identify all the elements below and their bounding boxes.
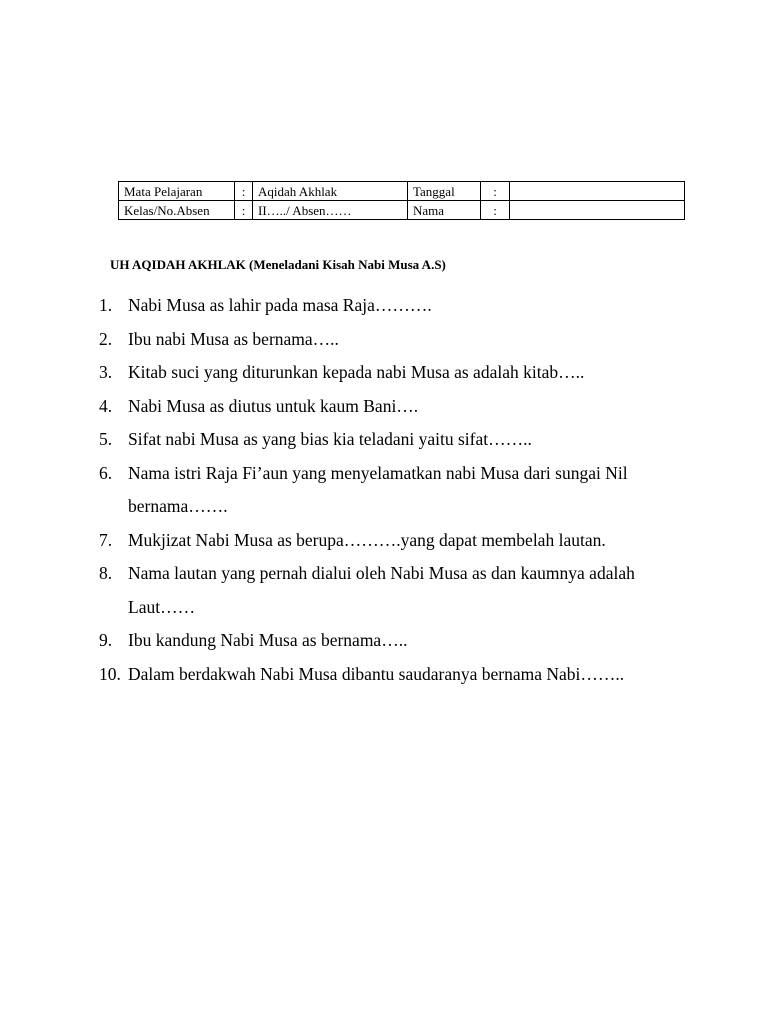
question-item — [99, 323, 659, 357]
value-name-field[interactable] — [510, 201, 685, 220]
colon-separator: : — [235, 201, 253, 220]
question-text: Nama lautan yang pernah dialui oleh Nabi Musa as dan kaumnya adalah Laut…… — [128, 563, 635, 617]
question-number: 5. — [99, 429, 113, 449]
question-text: Nabi Musa as lahir pada masa Raja………. — [128, 295, 432, 315]
question-number: 2. — [99, 328, 113, 349]
question-item — [99, 457, 659, 524]
colon-separator: : — [481, 182, 510, 201]
header-row-class — [119, 201, 685, 220]
value-class-number: II…../ Absen…… — [253, 201, 408, 220]
question-text: Ibu nabi Musa as bernama….. — [128, 328, 339, 349]
value-subject: Aqidah Akhlak — [253, 182, 408, 201]
question-item — [99, 557, 659, 624]
header-row-subject — [119, 182, 685, 201]
label-class-number: Kelas/No.Absen — [119, 201, 235, 220]
question-number: 8. — [99, 563, 113, 583]
exam-title: UH AQIDAH AKHLAK (Meneladani Kisah Nabi Musa A.S) — [110, 257, 446, 272]
label-subject: Mata Pelajaran — [119, 182, 235, 201]
question-text: Dalam berdakwah Nabi Musa dibantu saudaranya bernama Nabi…….. — [128, 663, 625, 684]
header-info-table — [118, 181, 685, 220]
question-number: 1. — [99, 295, 113, 315]
question-item — [99, 658, 659, 692]
label-name: Nama — [408, 201, 481, 220]
question-number: 4. — [99, 395, 113, 416]
question-item — [99, 423, 659, 457]
value-date-field[interactable] — [510, 182, 685, 201]
question-text: Nabi Musa as diutus untuk kaum Bani…. — [128, 395, 419, 416]
question-item — [99, 356, 659, 390]
question-number: 6. — [99, 462, 113, 483]
question-text: Nama istri Raja Fi’aun yang menyelamatkan nabi Musa dari sungai Nil bernama……. — [128, 462, 628, 516]
colon-separator: : — [481, 201, 510, 220]
colon-separator: : — [235, 182, 253, 201]
label-date: Tanggal — [408, 182, 481, 201]
question-item — [99, 524, 659, 558]
question-number: 10. — [99, 663, 121, 684]
question-item — [99, 624, 659, 658]
question-text: Sifat nabi Musa as yang bias kia teladani yaitu sifat…….. — [128, 429, 532, 449]
question-item — [99, 390, 659, 424]
question-text: Ibu kandung Nabi Musa as bernama….. — [128, 630, 408, 650]
question-number: 7. — [99, 529, 113, 550]
question-number: 9. — [99, 630, 113, 650]
question-list — [99, 289, 659, 691]
question-text: Mukjizat Nabi Musa as berupa……….yang dapat membelah lautan. — [128, 529, 606, 550]
question-number: 3. — [99, 362, 113, 382]
question-text: Kitab suci yang diturunkan kepada nabi Musa as adalah kitab….. — [128, 362, 585, 382]
question-item — [99, 289, 659, 323]
